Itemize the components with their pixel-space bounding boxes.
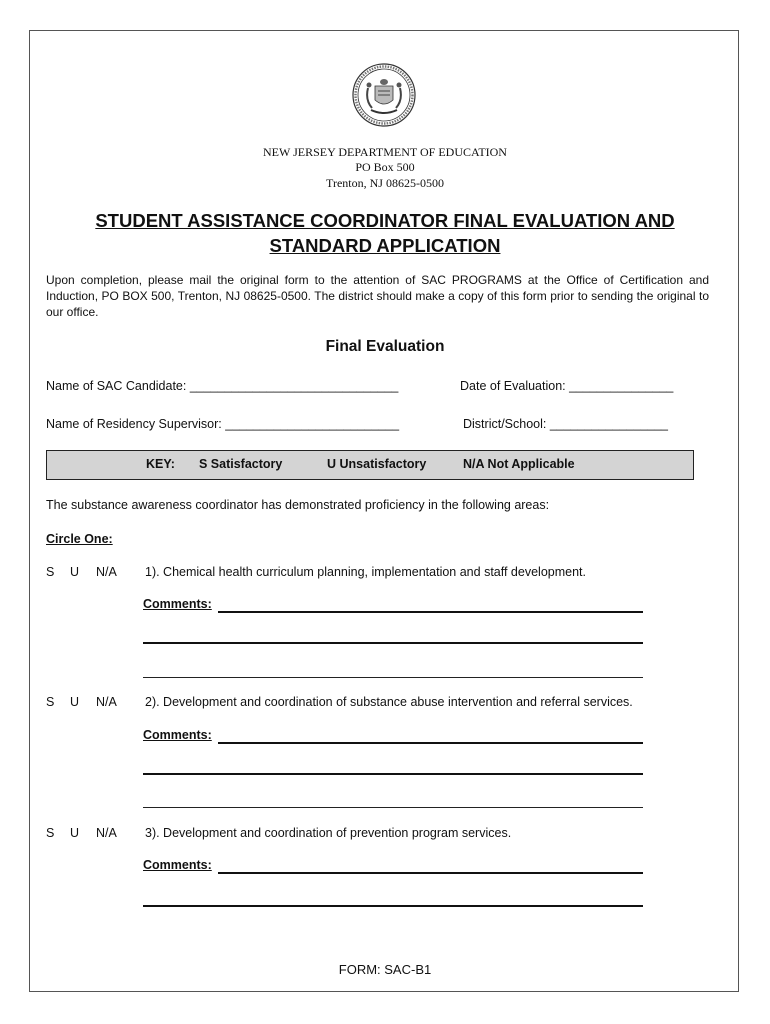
department-po-box: PO Box 500 — [355, 160, 415, 174]
comment-line[interactable] — [143, 642, 643, 644]
comment-line[interactable] — [143, 807, 643, 808]
circle-one-label: Circle One: — [46, 532, 113, 546]
intro-paragraph: Upon completion, please mail the original form to the attention of SAC PROGRAMS at the Office of Certification and Induction, PO BOX 500, Trenton, NJ 08625-0500. The district should make a copy of this form prior to sending the original to our office. — [46, 273, 709, 319]
proficiency-statement: The substance awareness coordinator has demonstrated proficiency in the following areas: — [46, 498, 550, 512]
comment-line[interactable] — [218, 742, 643, 744]
key-label: KEY: — [146, 457, 175, 471]
item-text: 3). Development and coordination of prevention program services. — [145, 826, 512, 840]
new-jersey-state-seal-icon — [351, 62, 417, 128]
candidate-name-field[interactable]: Name of SAC Candidate: ______________________________ — [46, 379, 399, 393]
option-u[interactable]: U — [70, 565, 80, 579]
key-not-applicable: N/A Not Applicable — [463, 457, 575, 471]
form-title — [40, 208, 730, 258]
comments-label: Comments: — [143, 858, 212, 872]
option-na[interactable]: N/A — [96, 695, 117, 709]
comment-line[interactable] — [218, 611, 643, 613]
comments-label: Comments: — [143, 597, 212, 611]
key-legend — [46, 450, 694, 480]
evaluation-date-field[interactable]: Date of Evaluation: _______________ — [460, 379, 674, 393]
district-school-field[interactable]: District/School: _________________ — [463, 417, 669, 431]
form-title-line-1: STUDENT ASSISTANCE COORDINATOR FINAL EVALUATION AND — [95, 210, 675, 231]
comment-line[interactable] — [143, 905, 643, 907]
option-u[interactable]: U — [70, 695, 80, 709]
department-name: NEW JERSEY DEPARTMENT OF EDUCATION — [263, 145, 507, 159]
supervisor-name-field[interactable]: Name of Residency Supervisor: _________________________ — [46, 417, 400, 431]
item-text: 2). Development and coordination of substance abuse intervention and referral services. — [145, 695, 633, 709]
comments-label: Comments: — [143, 728, 212, 742]
section-title: Final Evaluation — [325, 338, 445, 355]
option-u[interactable]: U — [70, 826, 80, 840]
option-s[interactable]: S — [46, 695, 55, 709]
department-city: Trenton, NJ 08625-0500 — [326, 176, 444, 190]
key-satisfactory: S Satisfactory — [199, 457, 283, 471]
item-text: 1). Chemical health curriculum planning, implementation and staff development. — [145, 565, 586, 579]
option-s[interactable]: S — [46, 826, 55, 840]
key-unsatisfactory: U Unsatisfactory — [327, 457, 427, 471]
option-na[interactable]: N/A — [96, 826, 117, 840]
comment-line[interactable] — [143, 773, 643, 775]
comment-line[interactable] — [143, 677, 643, 678]
form-number: FORM: SAC-B1 — [338, 962, 432, 977]
comment-line[interactable] — [218, 872, 643, 874]
option-na[interactable]: N/A — [96, 565, 117, 579]
form-title-line-2: STANDARD APPLICATION — [269, 235, 501, 256]
option-s[interactable]: S — [46, 565, 55, 579]
